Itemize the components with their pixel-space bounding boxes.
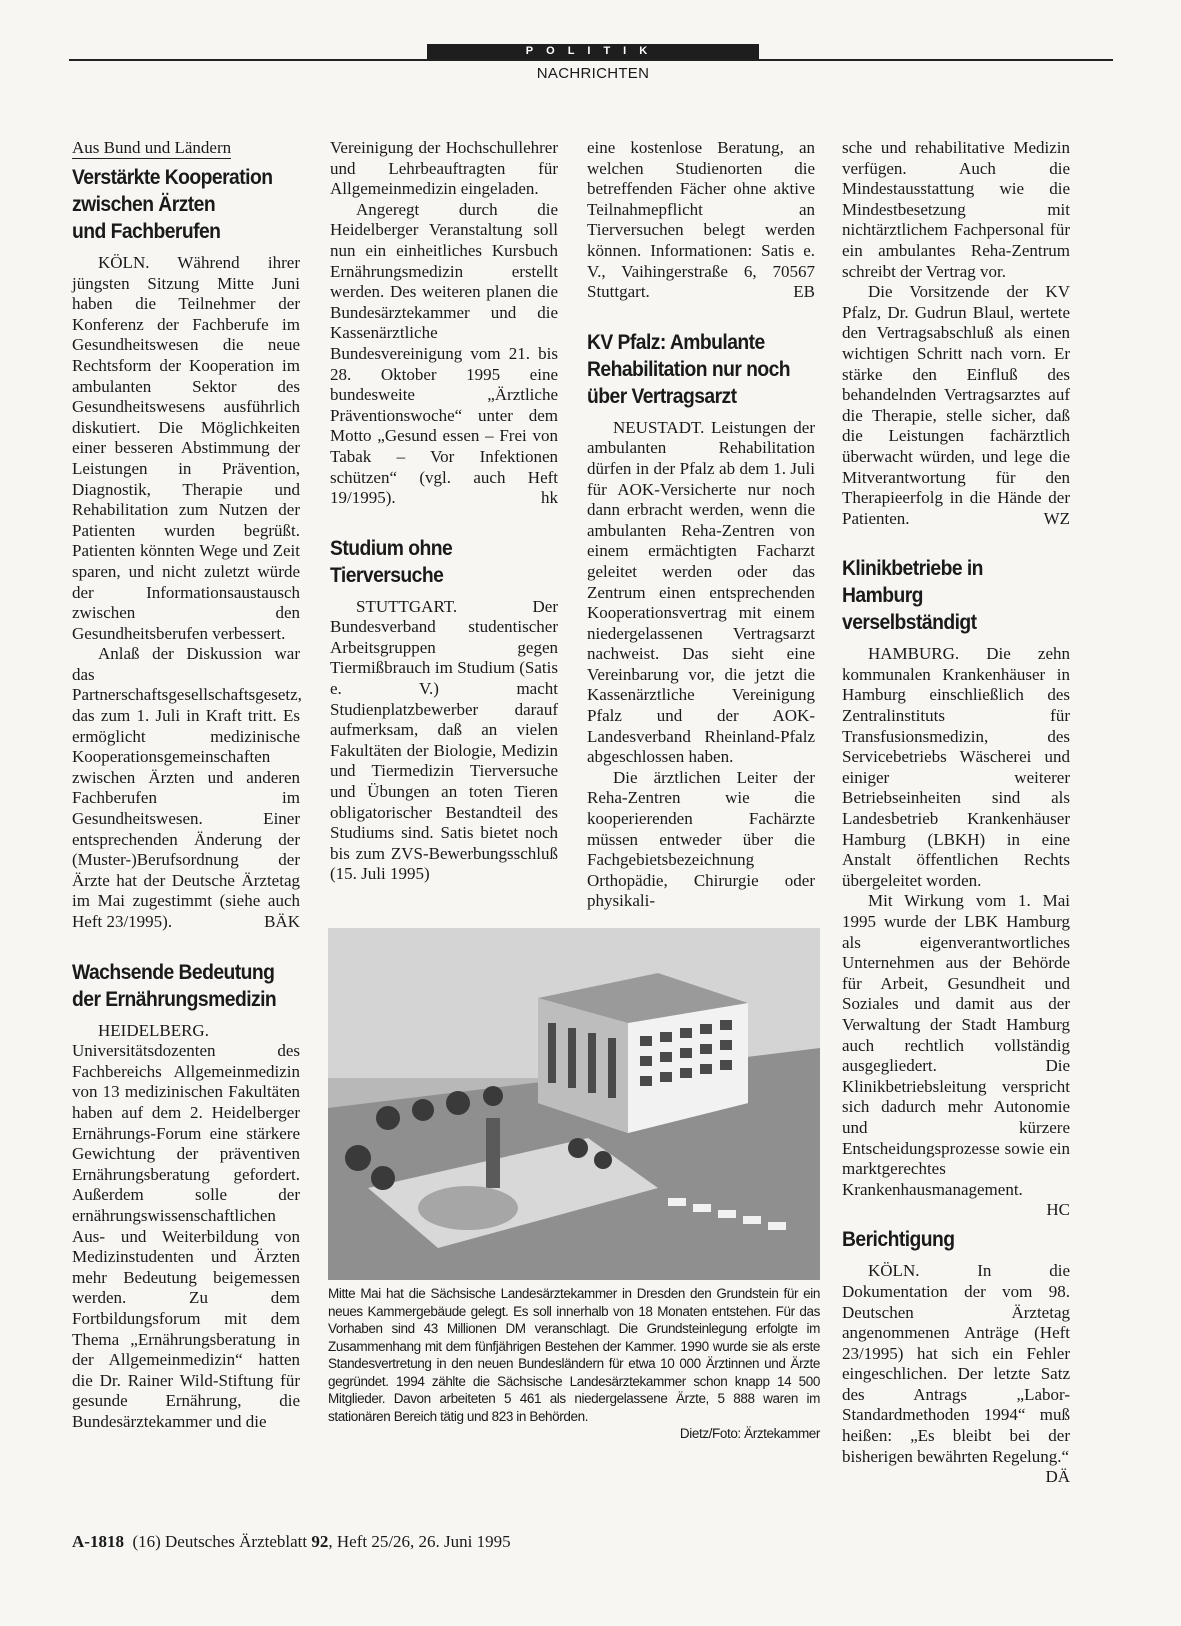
article-paragraph: HAMBURG. Die zehn kommunalen Krankenhäuser in Hamburg einschließlich des Zentralinstituts für Transfusionsmedizin, des Servicebetriebs Wäscherei und einiger weiterer Betriebseinheiten sind als Landesbetrieb Krankenhäuser Hamburg (LBKH) in eine Anstalt öffentlichen Rechts übergeleitet worden.	[842, 644, 1070, 890]
column-1	[72, 138, 300, 1432]
article-paragraph: eine kostenlose Beratung, an welchen Studienorten die betreffenden Fächer ohne aktive Teilnahmepflicht an Tierversuchen belegt werden können. Informationen: Satis e. V., Vaihingerstraße 6, 70567 Stuttgart. EB	[587, 138, 815, 302]
article-paragraph: Die Vorsitzende der KV Pfalz, Dr. Gudrun Blaul, wertete den Vertragsabschluß als einen wichtigen Schritt nach vorn. Er stärke den Einfluß des behandelnden Vertragsarztes auf die Therapie, stelle sicher, daß die Leistungen fachärztlich überwacht würden, und lege die Mitverantwortung für den Therapieerfolg in die Hände der Patienten. WZ	[842, 282, 1070, 528]
article-paragraph: Mit Wirkung vom 1. Mai 1995 wurde der LBK Hamburg als eigenverantwortliches Unternehmen aus der Behörde für Arbeit, Gesundheit und Soziales und damit aus der Verwaltung der Stadt Hamburg auch rechtlich vollständig ausgegliedert. Die Klinikbetriebsleitung verspricht sich dadurch mehr Autonomie und kürzere Entscheidungsprozesse sowie ein marktgerechtes Krankenhausmanagement. HC	[842, 891, 1070, 1220]
volume-number: 92	[311, 1532, 329, 1551]
author-signature: DÄ	[1045, 1467, 1070, 1487]
author-signature: WZ	[1043, 508, 1070, 528]
article-paragraph: STUTTGART. Der Bundesverband studentischer Arbeitsgruppen gegen Tiermißbrauch im Studium (Satis e. V.) macht Studienplatzbewerber darauf aufmerksam, daß an vielen Fakultäten der Biologie, Medizin und Tiermedizin Tierversuche und Übungen an toten Tieren obligatorischer Bestandteil des Studiums sind. Satis bietet noch bis zum ZVS-Bewerbungsschluß (15. Juli 1995)	[330, 596, 558, 884]
article-paragraph: Anlaß der Diskussion war das Partnerschaftsgesellschaftsgesetz, das zum 1. Juli in Kraft tritt. Es ermöglicht medizinische Kooperationsgemeinschaften zwischen Ärzten und anderen Fachberufen im Gesundheitswesen. Einer entsprechenden Änderung der (Muster-)Berufsordnung der Ärzte hat der Deutsche Ärztetag im Mai zugestimmt (siehe auch Heft 23/1995). BÄK	[72, 644, 302, 931]
subsection-label: NACHRICHTEN	[536, 65, 650, 82]
article-paragraph: Angeregt durch die Heidelberger Veranstaltung soll nun ein einheitliches Kursbuch Ernährungsmedizin erstellt werden. Des weiteren planen die Bundesärztekammer und die Kassenärztliche Bundesvereinigung vom 21. bis 28. Oktober 1995 eine bundesweite „Ärztliche Präventionswoche“ unter dem Motto „Gesund essen – Frei von Tabak – Vor Infektionen schützen“ (vgl. auch Heft 19/1995). hk	[330, 199, 558, 508]
page-footer	[72, 1532, 511, 1552]
article-paragraph: KÖLN. In die Dokumentation der vom 98. Deutschen Ärztetag angenommenen Anträge (Heft 23/1995) hat sich ein Fehler eingeschlichen. Der letzte Satz des Antrags „Labor-Standardmethoden 1994“ muß heißen: „Es bleibt bei der bisherigen bewährten Regelung.“ DÄ	[842, 1261, 1070, 1487]
headline-kooperation: Verstärkte Kooperation zwischen Ärzten und Fachberufen	[72, 166, 273, 243]
article-paragraph: NEUSTADT. Leistungen der ambulanten Rehabilitation dürfen in der Pfalz ab dem 1. Juli für AOK-Versicherte nur noch dann erbracht werden, wenn die ambulanten Reha-Zentren von einem ermächtigten Facharzt geleitet werden oder das Zentrum einen entsprechenden Kooperationsvertrag mit einem niedergelassenen Vertragsarzt nachweist. Das sieht eine Vereinbarung vor, die jetzt die Kassenärztliche Vereinigung Pfalz und der AOK-Landesverband Rheinland-Pfalz abgeschlossen haben.	[587, 417, 815, 767]
headline-berichtigung: Berichtigung	[842, 1228, 955, 1252]
author-signature: BÄK	[264, 912, 300, 931]
headline-kv-pfalz: KV Pfalz: Ambulante Rehabilitation nur noch über Vertragsarzt	[587, 330, 791, 408]
headline-tierversuche: Studium ohne Tierversuche	[330, 536, 453, 587]
header-rule	[69, 59, 1113, 61]
author-signature: EB	[793, 282, 815, 302]
author-signature: hk	[541, 488, 558, 508]
headline-ernaehrungsmedizin: Wachsende Bedeutung der Ernährungsmedizin	[72, 960, 277, 1011]
article-paragraph: Die ärztlichen Leiter der Reha-Zentren wie die kooperierenden Fachärzte müssen entweder über die Fachgebietsbezeichnung Orthopädie, Chirurgie oder physikali-	[587, 767, 815, 911]
author-signature: HC	[1046, 1200, 1070, 1220]
photo-caption: Mitte Mai hat die Sächsische Landesärztekammer in Dresden den Grundstein für ein neues Kammergebäude gelegt. Es soll innerhalb von 18 Monaten entstehen. Für das Vorhaben sind 43 Millionen DM veranschlagt. Die Grundsteinlegung erfolgte im Zusammenhang mit dem fünfjährigen Bestehen der Kammer. 1990 wurde sie als erste Standesvertretung in den neuen Bundesländern für etwa 10 000 Ärztinnen und Ärzte gegründet. 1994 zählte die Sächsische Landesärztekammer schon knapp 14 500 Mitglieder. Davon arbeiteten 5 461 als niedergelassene Ärzte, 5 888 waren im stationären Bereich tätig und 823 in Behörden. Dietz/Foto: Ärztekammer	[328, 1286, 820, 1441]
article-paragraph: HEIDELBERG. Universitätsdozenten des Fachbereichs Allgemeinmedizin von 13 medizinischen Fakultäten haben auf dem 2. Heidelberger Ernährungs-Forum eine stärkere Gewichtung der präventiven Ernährungsberatung gefordert. Außerdem solle der ernährungswissenschaftlichen Aus- und Weiterbildung von Medizinstudenten und Ärzten mehr Bedeutung beigemessen werden. Zu dem Fortbildungsforum mit dem Thema „Ernährungsberatung in der Allgemeinmedizin“ hatten die Dr. Rainer Wild-Stiftung für gesunde Ernährung, die Bundesärztekammer und die	[72, 1020, 300, 1431]
article-paragraph: KÖLN. Während ihrer jüngsten Sitzung Mitte Juni haben die Teilnehmer der Konferenz der Fachberufe im Gesundheitswesen die neue Rechtsform der Kooperation im ambulanten Sektor des Gesundheitswesens ausführlich diskutiert. Die Möglichkeiten einer besseren Abstimmung der Leistungen in Prävention, Diagnostik, Therapie und Rehabilitation zum Nutzen der Patienten wurden begrüßt. Patienten könnten Wege und Zeit sparen, und nicht zuletzt würde der Informationsaustausch zwischen den Gesundheitsberufen verbessert.	[72, 253, 300, 643]
article-paragraph: sche und rehabilitative Medizin verfügen. Auch die Mindestausstattung wie die Mindestbesetzung mit nichtärztlichem Fachpersonal für ein ambulantes Reha-Zentrum schreibt der Vertrag vor.	[842, 138, 1070, 281]
kicker: Aus Bund und Ländern	[72, 138, 232, 157]
issue-info: , Heft 25/26, 26. Juni 1995	[328, 1532, 511, 1551]
column-3	[587, 138, 815, 912]
publication-info: (16) Deutsches Ärzteblatt	[132, 1532, 308, 1551]
section-label: POLITIK	[427, 44, 759, 59]
article-paragraph: Vereinigung der Hochschullehrer und Lehrbeauftragten für Allgemeinmedizin eingeladen.	[330, 138, 558, 199]
page-number: A-1818	[72, 1532, 124, 1551]
column-2	[330, 138, 558, 885]
headline-hamburg: Klinikbetriebe in Hamburg verselbständigt	[842, 557, 983, 635]
building-model-illustration	[328, 928, 820, 1280]
building-model-photo	[328, 928, 820, 1280]
column-4	[842, 138, 1070, 1488]
photo-credit: Dietz/Foto: Ärztekammer	[679, 1426, 820, 1441]
